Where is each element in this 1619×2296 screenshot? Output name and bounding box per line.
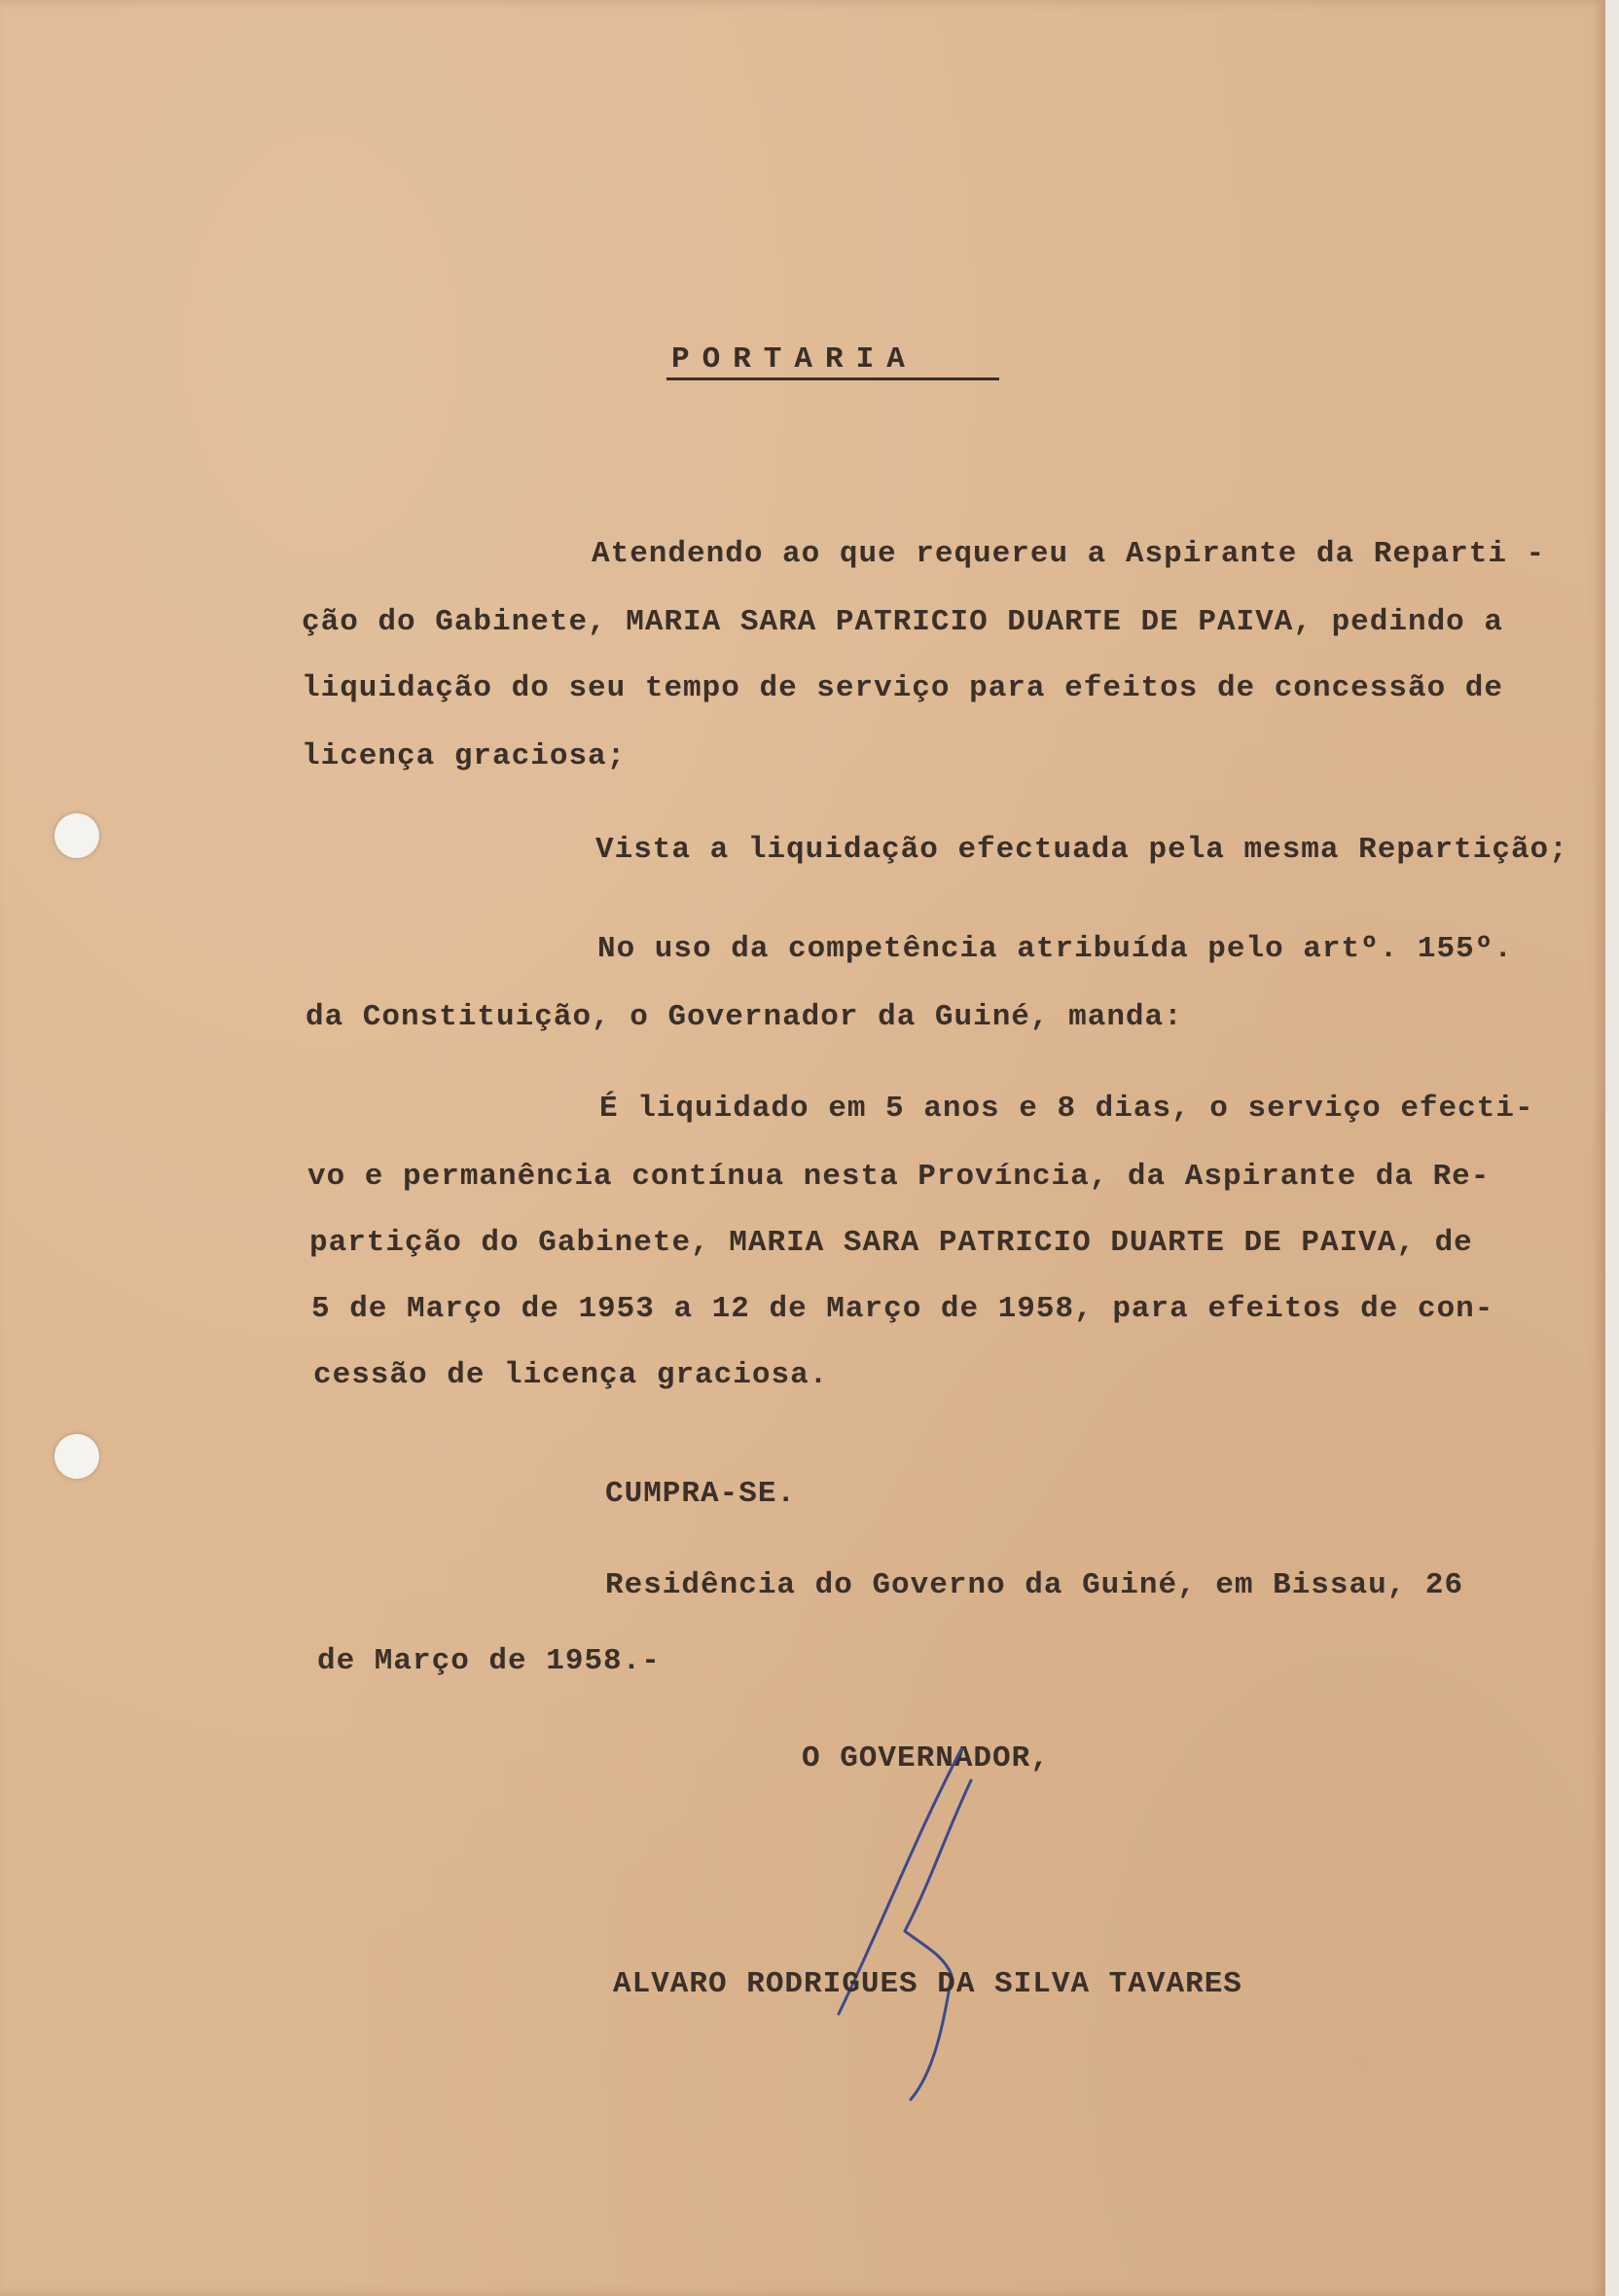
paragraph-4-line-4: 5 de Março de 1953 a 12 de Março de 1958, para efeitos de con- [311, 1292, 1494, 1326]
scan-background-edge [1605, 0, 1619, 2296]
paragraph-3-line-1: No uso da competência atribuída pelo artº. 155º. [597, 932, 1513, 966]
paragraph-3-line-2: da Constituição, o Governador da Guiné, manda: [306, 1000, 1183, 1034]
document-title: PORTARIA [671, 342, 917, 377]
closing-cumpra-se: CUMPRA-SE. [605, 1477, 797, 1511]
paragraph-1-line-1: Atendendo ao que requereu a Aspirante da Reparti - [592, 537, 1546, 571]
title-underline [666, 377, 999, 380]
place-date-line-1: Residência do Governo da Guiné, em Bissau, 26 [605, 1568, 1464, 1602]
punch-hole-bottom [54, 1434, 99, 1479]
paragraph-4-line-3: partição do Gabinete, MARIA SARA PATRICIO DUARTE DE PAIVA, de [309, 1226, 1473, 1260]
place-date-line-2: de Março de 1958.- [317, 1644, 661, 1678]
signature-mark [798, 1732, 992, 2121]
paragraph-1-line-4: licença graciosa; [302, 739, 627, 773]
punch-hole-top [54, 813, 99, 858]
paragraph-4-line-5: cessão de licença graciosa. [313, 1358, 829, 1392]
paragraph-1-line-3: liquidação do seu tempo de serviço para efeitos de concessão de [302, 671, 1503, 705]
paragraph-4-line-1: É liquidado em 5 anos e 8 dias, o serviço efecti- [599, 1092, 1534, 1126]
paragraph-4-line-2: vo e permanência contínua nesta Província, da Aspirante da Re- [307, 1160, 1491, 1194]
paragraph-2-line-1: Vista a liquidação efectuada pela mesma Repartição; [595, 833, 1568, 867]
paragraph-1-line-2: ção do Gabinete, MARIA SARA PATRICIO DUARTE DE PAIVA, pedindo a [302, 605, 1503, 639]
signatory-name: ALVARO RODRIGUES DA SILVA TAVARES [613, 1967, 1242, 2001]
signatory-title: O GOVERNADOR, [802, 1741, 1050, 1776]
